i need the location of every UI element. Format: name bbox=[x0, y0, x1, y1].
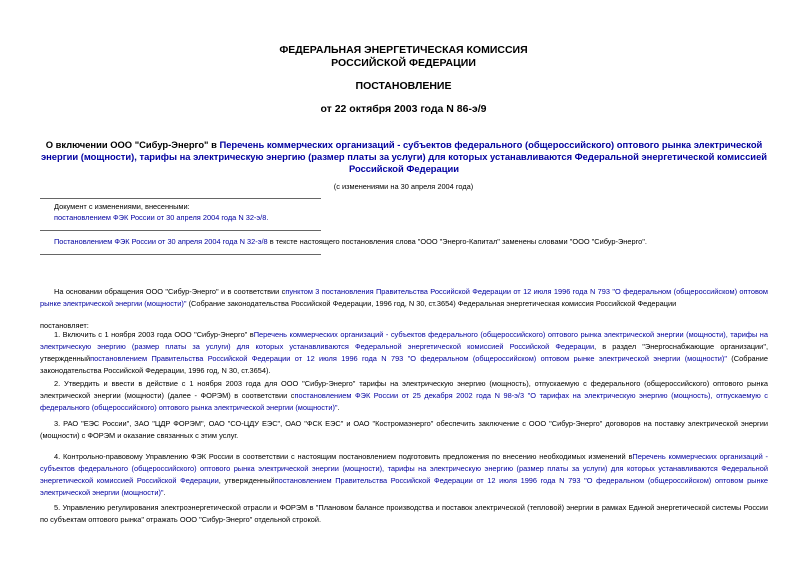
divider bbox=[40, 254, 321, 255]
resolves-label: постановляет: bbox=[40, 321, 89, 330]
doc-type: ПОСТАНОВЛЕНИЕ bbox=[355, 80, 452, 92]
title-text: О включении ООО "Сибур-Энерго" в bbox=[45, 139, 220, 150]
item-1-link-perechen[interactable]: Перечень коммерческих организаций - субъектов федерального (общероссийского) оптового рынка электрической энергии (мощности), тарифы на электрическую энергию (размер платы за услуги) для которых устанавливаются Федеральной энергетической комиссией Российской Федерации bbox=[40, 330, 768, 351]
divider bbox=[40, 230, 321, 231]
org-name-line2: РОССИЙСКОЙ ФЕДЕРАЦИИ bbox=[331, 57, 476, 69]
doc-title bbox=[40, 139, 768, 175]
preamble-link-p3[interactable]: пунктом 3 постановления Правительства Российской Федерации от 12 июля 1996 года N 793 "О федеральном (общероссийском) оптовом рынке электрической энергии (мощности)" bbox=[40, 287, 768, 308]
changes-label: Документ с изменениями, внесенными: bbox=[54, 202, 190, 211]
revision-note: (с изменениями на 30 апреля 2004 года) bbox=[333, 182, 474, 191]
item-1-link-decree[interactable]: постановлением Правительства Российской Федерации от 12 июля 1996 года N 793 "О федеральном (общероссийском) оптовом рынке электрической энергии (мощности)" bbox=[90, 354, 727, 363]
divider bbox=[40, 198, 321, 199]
item-2-link-tariffs[interactable]: постановлением ФЭК России от 25 декабря 2002 года N 98-э/3 "О тарифах на электрическую энергию (мощность), отпускаемую с федерального (общероссийского) оптового рынка электрической энергии (мощности)" bbox=[40, 391, 768, 412]
item-5: 5. Управлению регулирования электроэнергетической отрасли и ФОРЭМ в "Плановом балансе производства и поставок электрической (тепловой) энергии в рамках Единой энергетической системы России по субъектам оптового рынка" отражать ООО "Сибур-Энерго" отдельной строкой. bbox=[40, 503, 768, 524]
item-3: 3. РАО "ЕЭС России", ЗАО "ЦДР ФОРЭМ", ОАО "СО-ЦДУ ЕЭС", ОАО "ФСК ЕЭС" и ОАО "Костромаэнерго" обеспечить заключение с ООО "Сибур-Энерго" договоров на поставку электрической энергии (мощности) с ФОРЭМ и оказание связанных с этим услуг. bbox=[40, 419, 768, 440]
item-2: 2. Утвердить и ввести в действие с 1 ноября 2003 года для ООО "Сибур-Энерго" тарифы на электрическую энергию (мощность), отпускаемую с федерального (общероссийского) оптового рынка электрической энергии (мощности) (далее - ФОРЭМ) в соответствии спостановлением ФЭК России от 25 декабря 2002 года N 98-э/3 "О тарифах на электрическую энергию (мощность), отпускаемую с федерального (общероссийского) оптового рынка электрической энергии (мощности)". bbox=[40, 379, 768, 412]
replace-note bbox=[54, 236, 647, 248]
replace-note-link[interactable]: Постановлением ФЭК России от 30 апреля 2004 года N 32-э/8 bbox=[54, 237, 268, 246]
item-1: 1. Включить с 1 ноября 2003 года ООО "Сибур-Энерго" вПеречень коммерческих организаций - субъектов федерального (общероссийского) оптового рынка электрической энергии (мощности), тарифы на электрическую энергию (размер платы за услуги) для которых устанавливаются Федеральной энергетической комиссией Российской Федерации, в раздел "Энергоснабжающие организации", утвержденныйпостановлением Правительства Российской Федерации от 12 июля 1996 года N 793 "О федеральном (общероссийском) оптовом рынке электрической энергии (мощности)" (Собрание законодательства Российской Федерации, 1996 год, N 30, ст.3654). bbox=[40, 330, 768, 375]
item-4: 4. Контрольно-правовому Управлению ФЭК России в соответствии с настоящим постановлением подготовить предложения по внесению необходимых изменений вПеречень коммерческих организаций - субъектов федерального (общероссийского) оптового рынка электрической энергии (мощности), тарифы на электрическую энергию (размер платы за услуги) для которых устанавливаются Федеральной энергетической комиссией Российской Федерации, утвержденныйпостановлением Правительства Российской Федерации от 12 июля 1996 года N 793 "О федеральном (общероссийском) оптовом рынке электрической энергии (мощности)". bbox=[40, 452, 768, 497]
replace-note-text: в тексте настоящего постановления слова "ООО "Энерго-Капитал" заменены словами "ООО "Сибур-Энерго". bbox=[267, 237, 647, 246]
item-4-link-decree[interactable]: постановлением Правительства Российской Федерации от 12 июля 1996 года N 793 "О федеральном (общероссийском) оптовом рынке электрической энергии (мощности)" bbox=[40, 476, 768, 497]
preamble-paragraph: На основании обращения ООО "Сибур-Энерго" и в соответствии спунктом 3 постановления Правительства Российской Федерации от 12 июля 1996 года N 793 "О федеральном (общероссийском) оптовом рынке электрической энергии (мощности)" (Собрание законодательства Российской Федерации, 1996 год, N 30, ст.3654) Федеральная энергетическая комиссия Российской Федерации bbox=[40, 287, 768, 308]
doc-date-number: от 22 октября 2003 года N 86-э/9 bbox=[320, 103, 487, 115]
item-4-link-perechen[interactable]: Перечень коммерческих организаций - субъектов федерального (общероссийского) оптового рынка электрической энергии (мощности), тарифы на электрическую энергию (размер платы за услуги) для которых устанавливаются Федеральной энергетической комиссией Российской Федерации bbox=[40, 452, 768, 485]
title-link-perechen[interactable]: Перечень коммерческих организаций - субъектов федерального (общероссийского) оптового рынка электрической энергии (мощности), тарифы на электрическую энергию (размер платы за услуги) для которых устанавливаются Федеральной энергетической комиссией Российской Федерации bbox=[40, 139, 768, 174]
changes-link[interactable]: постановлением ФЭК России от 30 апреля 2004 года N 32-э/8. bbox=[54, 213, 269, 222]
org-name-line1: ФЕДЕРАЛЬНАЯ ЭНЕРГЕТИЧЕСКАЯ КОМИССИЯ bbox=[279, 44, 528, 56]
